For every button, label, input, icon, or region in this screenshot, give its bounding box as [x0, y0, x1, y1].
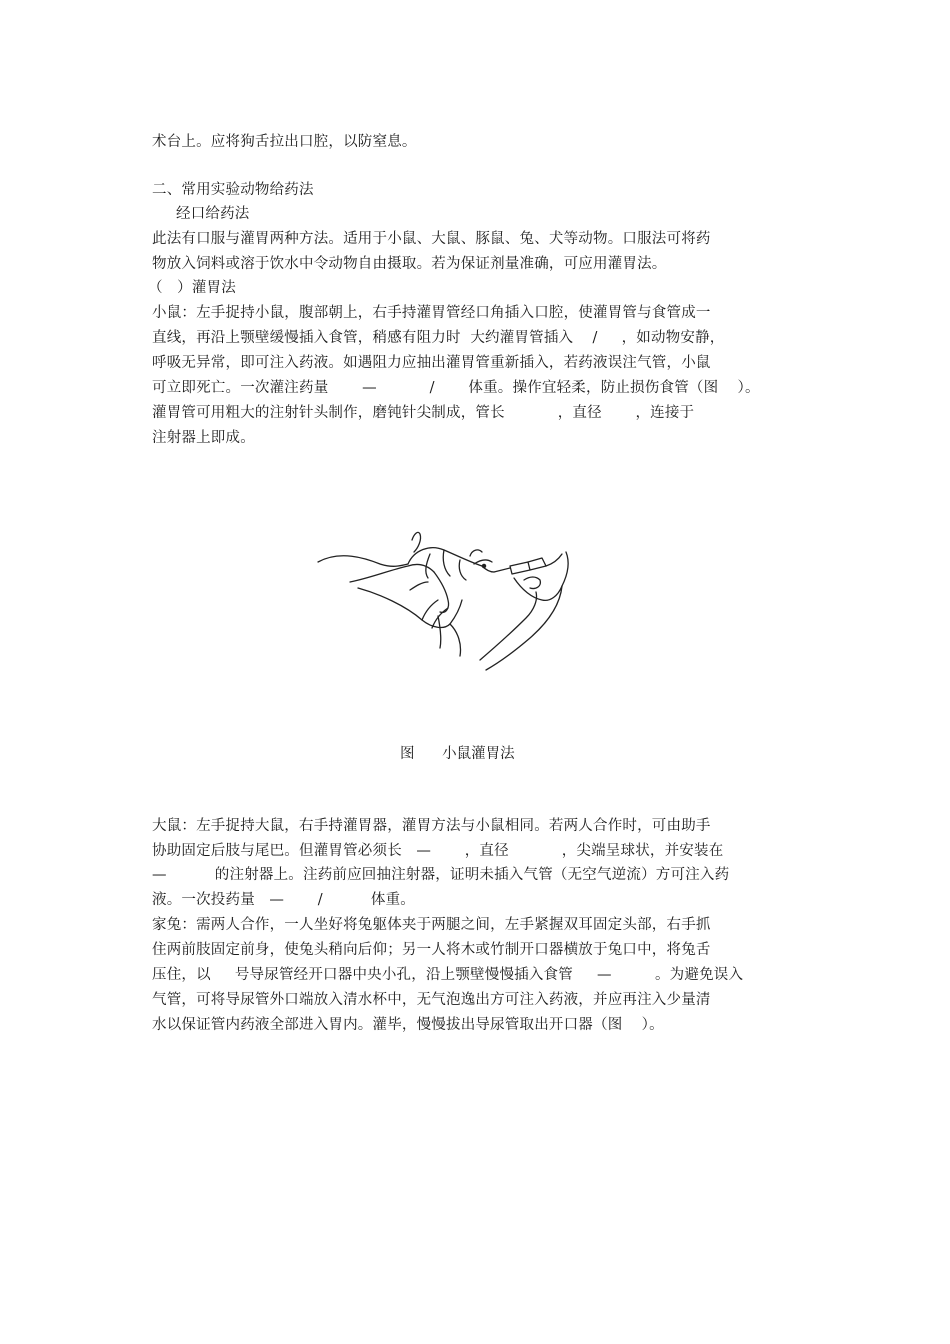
- paragraph-line: 住两前肢固定前身，使兔头稍向后仰；另一人将木或竹制开口器横放于兔口中，将兔舌: [152, 942, 711, 958]
- paragraph-line: 直线，再沿上颚壁缓慢插入食管，稍感有阻力时 大约灌胃管插入 / ，如动物安静，: [152, 330, 725, 346]
- paragraph-line: 物放入饲料或溶于饮水中令动物自由摄取。若为保证剂量准确，可应用灌胃法。: [152, 256, 667, 272]
- paragraph-line: 注射器上即成。: [152, 430, 255, 446]
- item-title: （ ）灌胃法: [148, 280, 236, 296]
- figure-caption: 图 小鼠灌胃法: [400, 746, 515, 762]
- paragraph-line: 可立即死亡。一次灌注药量 — / 体重。操作宜轻柔，防止损伤食管（图 ）。: [152, 380, 760, 396]
- subsection-title: 经口给药法: [176, 206, 250, 222]
- paragraph-line: 气管，可将导尿管外口端放入清水杯中，无气泡逸出方可注入药液，并应再注入少量清: [152, 992, 711, 1008]
- paragraph-line: 大鼠：左手捉持大鼠，右手持灌胃器，灌胃方法与小鼠相同。若两人合作时，可由助手: [152, 818, 711, 834]
- paragraph-line: 家兔：需两人合作，一人坐好将兔躯体夹于两腿之间，左手紧握双耳固定头部，右手抓: [152, 917, 711, 933]
- paragraph-line: 水以保证管内药液全部进入胃内。灌毕，慢慢拔出导尿管取出开口器（图 ）。: [152, 1017, 664, 1033]
- paragraph-line: 协助固定后肢与尾巴。但灌胃管必须长 — ，直径 ，尖端呈球状，并安装在: [152, 843, 724, 859]
- paragraph-line: 呼吸无异常，即可注入药液。如遇阻力应抽出灌胃管重新插入，若药液误注气管，小鼠: [152, 355, 711, 371]
- paragraph-line: 液。一次投药量 — / 体重。: [152, 892, 415, 908]
- paragraph-line: 灌胃管可用粗大的注射针头制作，磨钝针尖制成，管长 ，直径 ，连接于: [152, 405, 695, 421]
- paragraph-line: 此法有口服与灌胃两种方法。适用于小鼠、大鼠、豚鼠、兔、犬等动物。口服法可将药: [152, 231, 711, 247]
- section-title: 二、常用实验动物给药法: [152, 182, 314, 198]
- paragraph-line: 术台上。应将狗舌拉出口腔，以防窒息。: [152, 134, 417, 150]
- paragraph-line: 小鼠：左手捉持小鼠，腹部朝上，右手持灌胃管经口角插入口腔，使灌胃管与食管成一: [152, 305, 711, 321]
- paragraph-line: 压住，以 号导尿管经开口器中央小孔，沿上颚壁慢慢插入食管 — 。为避免误入: [152, 967, 744, 983]
- paragraph-line: — 的注射器上。注药前应回抽注射器，证明未插入气管（无空气逆流）方可注入药: [152, 867, 730, 883]
- mouse-gavage-illustration: [310, 520, 580, 700]
